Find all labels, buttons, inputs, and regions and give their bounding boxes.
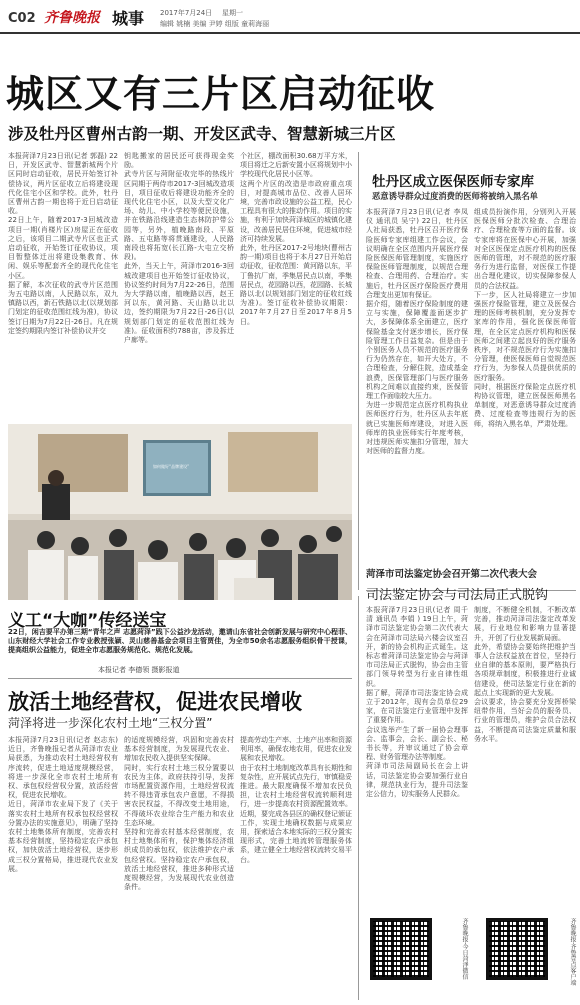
lead-headline: 城区又有三片区启动征收 [6, 72, 436, 116]
lead-subhead: 涉及牡丹区曹州古韵一期、开发区武寺、智慧新城三片区 [8, 125, 396, 143]
judicial-col-1: 本报菏泽7月23日讯(记者 周千清 通讯员 李娟 ) 19日上午，菏泽市司法鉴定协会第二次代表大会在菏泽市司法局六楼会议室召开，新的协会机构正式诞生。这标志着菏泽司法鉴定协会与菏泽市司法局正式脱钩，协会由主管部门领导转型为行业自律性组织。 据了解，菏泽市司法鉴定协会成立于2012年，现有会员单位29家，在司法鉴定行业管理中发挥了重要作用。 会议选举产生了新一届协会理事会、监事会，会长、副会长、秘书长等，并审议通过了协会章程、财务管理办法等制度。 菏泽市司法局副局长在会上讲话，司法鉴定协会要加强行业自律，规范执业行为，提升司法鉴定公信力，切实服务人民群众。 [366, 606, 468, 799]
hospital-headline: 牡丹区成立医保医师专家库 [372, 174, 534, 190]
judicial-col-2: 制度，不断健全机制，不断改革完善，推动菏泽司法鉴定改革发展，行业地位和影响力显著提升，开创了行业发展新局面。 此外，希望协会要始终把维护当事人合法权益放在首位，坚持行业自律的基本原则，要严格执行各项规章制度，积极推进行业诚信建设，使司法鉴定行业在新的起点上实现新的更大发展。 会议要求，协会要充分发挥桥梁纽带作用，当好会员的服务员、行业的管理员，维护会员合法权益，不断提高司法鉴定质量和服务水平。 [474, 606, 576, 743]
qr-code-right [486, 918, 548, 980]
divider-horizontal [8, 678, 352, 679]
land-col-2: 的适度规模经营，巩固和完善农村基本经营制度，为发展现代农业、增加农民收入提供坚实保障。 同时，实行农村土地三权分置要以农民为主体，政府扶持引导，发挥市场配置资源作用，土地经营权流转不得违背承包农户意愿，不得损害农民权益，不得改变土地用途，不得破坏农业综合生产能力和农业生态环境。 坚持和完善农村基本经营制度，农村土地集体所有，保护集体经济组织成员的承包权，依法维护农户承包经营权。坚持稳定农户承包权，放活土地经营权，推进多种形式适度规模经营，为发展现代农业创造条件。 [124, 736, 234, 892]
qr-code-left [370, 918, 432, 980]
section-name: 城事 [112, 9, 145, 28]
divider-vertical [358, 152, 359, 590]
issue-date: 2017年7月24日 [160, 9, 213, 17]
lead-col-2: 钥匙搬家的居民还可获得现金奖励。 武寺片区与菏附征收完毕的热线片区同期于两侍市2017-3回城改造项目，项目征收后将建设功能齐全的现代化住宅小区，以及大型文化广场、幼儿、中小学校等便民设施，并在铁路沿线建造生态林防护带公园等，另外，植晚路南段、平原路、五屯路等将贯通建设，人民路南段也将拓宽(长江路-大屯立交桥段)。 此外，当天上午，菏泽市2016-3回城改建项目也开始签订征收协议，协议签约时间为7月22-26日，范围为大学路以南，植晚路以西，赵王河以东，黄河路、天山路以北以边，签约期限为7月22日-26日(以规划部门划定的征收范围红线为准)。征收面积约788亩，涉及拆迁户廊等。 [124, 152, 234, 345]
lead-col-3: 个社区，棚改面积30.68万平方米，项目将迁之后新安置小区将规划中小学校现代化居民小区等。 这两个片区的改造是市政府重点项目，对提高城市品位、改善人居环境，完善市政设施的公益工程，民心工程具有很大的推动作用。项目的实施，有利于加快菏泽城区的城镇化建设，改善居民居住环境，促进城市经济可持续发展。 此外，牡丹区2017-2号地块(曹州古韵一期)项目也将于本月27日开始启动征收，征收范围：黄河路以东，平丁鲁抗厂南，季集居民点以南，季集居民点，花园路以西，花园路、长城路以北(以规划部门划定的征收红线为准)。签订征收补偿协议期限：2017年7月27日至2017年8月5日。 [240, 152, 352, 326]
land-col-1: 本报菏泽7月23日讯(记者 赵志东) 近日，齐鲁晚报记者从菏泽市农业局获悉，为推动农村土地经营权有序流转，促进土地适度规模经营，将进一步深化全市农村土地所有权、承包权经营权分置，放活经营权，促进农民增收。 近日，菏泽市农业局下发了《关于落实农村土地所有权承包权经营权分置办法的实施意见》，明确了坚持农村土地集体所有制度，完善农村基本经营制度，坚持稳定农户承包权，加快放活土地经营权，逐步形成三权分置格局，推进现代农业发展。 [8, 736, 118, 873]
issue-weekday: 星期一 [222, 9, 243, 17]
photo-headline: 义工“大咖”传经送宝 [8, 611, 167, 631]
qr-caption-right: 齐鲁晚报·齐鲁壹点客户端 [569, 918, 576, 986]
lead-col-1: 本报菏泽7月23日讯(记者 郭磊) 22日，开发区武寺、智慧新城两个片区同时启动征收，居民开始签订补偿协议，两片区征收立后将建设现代化住宅小区和学校。此外，牡丹区曹州古韵一期也将于近日启动征收。 22日上午，随着2017-3回城改造项目一期(肖楼片区)房屋正在征收之后，该项目二期武寺片区也正式启动征收，开始签订征收协议，项目暂整体迁出将建设集教育、休闲、娱乐等配套齐全的现代化住宅小区。 据了解，本次征收的武寺片区范围为五屯路以南，人民路以东，双九镇路以西，新石铁路以北(以规划部门划定的征收范围红线为准)，协议签订日期为7月22日-26日。凡在规定签约期限内签订补偿协议并交 [8, 152, 118, 335]
masthead-logo: 齐鲁晚报 [44, 10, 100, 26]
qr-caption-left: 齐鲁晚报·今日菏泽微信 [461, 918, 468, 980]
photo-credit: 本报记者 李德领 摄影报道 [98, 666, 180, 674]
divider-vertical-lower [358, 596, 359, 1000]
photo-caption: 22日，闲吉要平办第三期“青年之声 志愿菏泽”践下公益沙龙活动，邀请山东省社会创新发展与研究中心程菲、山东财经大学社会工作专业教授张颖、灵山慈善基金会项目主管贾佳，为全市50余名志愿服务组织骨干授课，提高组织公益能力，促进全市志愿服务规范化、规范化发展。 [8, 628, 352, 655]
land-col-3: 提高劳动生产率、土地产出率和资源利用率，确保农地农用，促进农业发展和农民增收。 由于农村土地制度改革具有长期性和复杂性，应开展试点先行，审慎稳妥推进。最大限度确保不增加农民负担，让农村土地经营权流转顺利进行，进一步提高农村资源配置效率。 近期，要完成各县区的确权登记颁证工作，实现土地确权数据与成果应用，探索适合本地实际的三权分置实现形式，完善土地流转管理服务体系，建立健全土地经营权流转交易平台。 [240, 736, 352, 864]
page-number: C02 [8, 11, 36, 26]
hospital-subhead: 恶意诱导群众过度消费的医师将被纳入黑名单 [372, 191, 538, 201]
editors-line: 编辑 姚楠 美编 尹婷 组版 童莉海丽 [160, 20, 270, 28]
land-headline: 放活土地经营权，促进农民增收 [8, 690, 302, 714]
seminar-photo-graphic [8, 424, 352, 600]
volunteer-seminar-photo [8, 424, 352, 600]
screen-slide-title: 如何做好“品牌建设” [153, 464, 190, 469]
page-header [0, 0, 580, 34]
hospital-col-1: 本报菏泽7月23日讯(记者 李凤仪 通讯员 吴宁) 22日，牡丹区人社局获悉，牡丹区召开医疗保险医师专家库组建工作会议，会议明确在全区范围内开展医疗保险医保医师管理制度，实施医疗保险医师管理制度，以规范合理检查、合理用药、合理治疗。实施后，牡丹区医疗保险医疗费用合理支出更加有保证。 据介绍，随着医疗保险制度的建立与实施，保障覆盖面逐步扩大，多保障体系全面建立，医疗保险基金支付逐步增长，医疗保险管理工作日益复杂。但是由于个别医务人员不规范的医疗服务行为仍然存在，如开大处方，不合理检查，分解住院，造成基金浪费，医保管理部门与医疗服务机构之间难以直接约束，医保管理工作面临较大压力。 为进一步规范定点医疗机构执业医师医疗行为，牡丹区从去年底就已实施医师库建设，对进入医师库的执业医师实行年度考核，对违规医师实施扣分管理，加大对医师的监督力度。 [366, 208, 468, 456]
judicial-subhead: 司法鉴定协会与司法局正式脱钩 [366, 588, 549, 603]
judicial-headline: 菏泽市司法鉴定协会召开第二次代表大会 [366, 569, 538, 580]
hospital-col-2: 组成员扮演作用，分别列入开展医保医师分批次检查、合理治疗、合理检查等方面的监督。该专家库将在医保中心开展，加强对全区医保定点医疗机构的医保医师的管理，对不规范的医疗服务行为进行监督，对医保工作提出合理化建议，切实保障参保人员的合法权益。 下一步，区人社局将建立一步加强医疗保险管理，建立及医保合理的医师考核机制，充分发挥专家库的作用，强化医保医师管理，在全区定点医疗机构和医保医师之间建立起良好的医疗服务秩序，对不规范医疗行为实施扣分管理，使医保医师自觉规范医疗行为，为参保人员提供优质的医疗服务。 同时，根据医疗保险定点医疗机构协议管理，建立医保医师黑名单制度，对恶意诱导群众过度消费、过度检查等违规行为的医师，将纳入黑名单，严肃处理。 [474, 208, 576, 428]
land-subhead: 菏泽将进一步深化农村土地“三权分置” [8, 716, 213, 730]
